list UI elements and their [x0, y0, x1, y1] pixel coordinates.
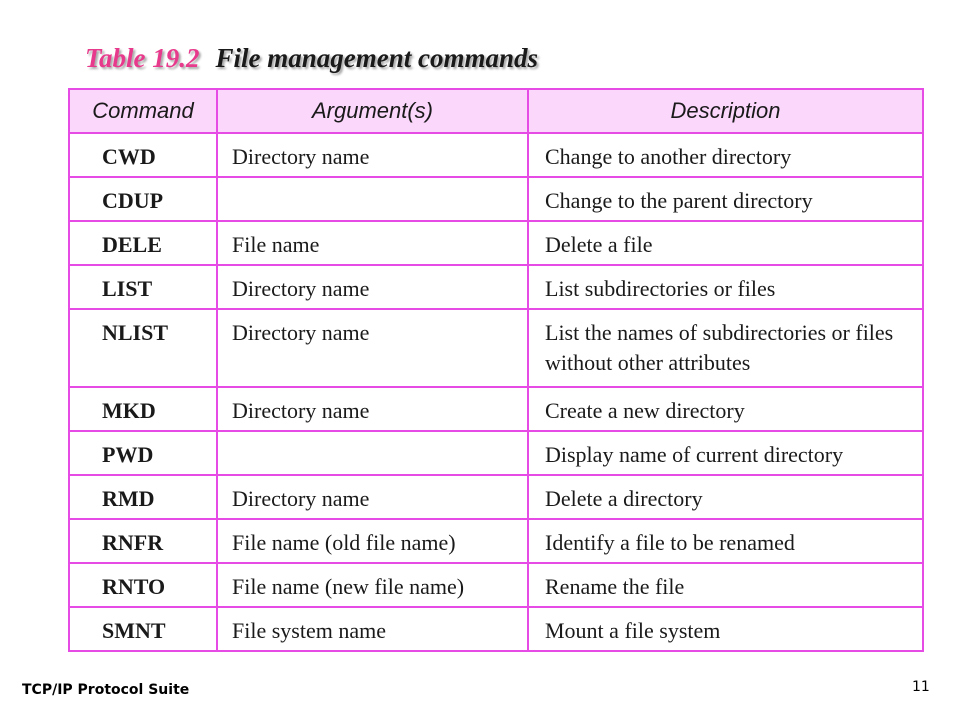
table-caption — [85, 40, 538, 76]
table-header-row — [69, 89, 923, 133]
arguments-cell: Directory name — [217, 387, 528, 431]
table-number: Table 19.2 — [85, 43, 200, 73]
command-cell: SMNT — [69, 607, 217, 651]
arguments-cell: Directory name — [217, 309, 528, 387]
arguments-cell: File system name — [217, 607, 528, 651]
command-cell: RNTO — [69, 563, 217, 607]
command-cell: RMD — [69, 475, 217, 519]
command-cell: RNFR — [69, 519, 217, 563]
description-cell: Delete a directory — [528, 475, 923, 519]
description-cell: Display name of current directory — [528, 431, 923, 475]
arguments-cell: File name (new file name) — [217, 563, 528, 607]
table-row — [69, 265, 923, 309]
description-cell: List the names of subdirectories or files without other attributes — [528, 309, 923, 387]
table-row — [69, 519, 923, 563]
command-cell: NLIST — [69, 309, 217, 387]
description-cell: Mount a file system — [528, 607, 923, 651]
table-row — [69, 177, 923, 221]
arguments-cell: Directory name — [217, 265, 528, 309]
command-cell: DELE — [69, 221, 217, 265]
arguments-cell: Directory name — [217, 475, 528, 519]
description-cell: Change to the parent directory — [528, 177, 923, 221]
arguments-cell — [217, 431, 528, 475]
page-number: 11 — [912, 679, 930, 695]
table-row — [69, 221, 923, 265]
arguments-cell: Directory name — [217, 133, 528, 177]
arguments-cell — [217, 177, 528, 221]
description-cell: Delete a file — [528, 221, 923, 265]
table-row — [69, 607, 923, 651]
table-row — [69, 563, 923, 607]
description-cell: List subdirectories or files — [528, 265, 923, 309]
table-row — [69, 387, 923, 431]
command-cell: LIST — [69, 265, 217, 309]
command-cell: MKD — [69, 387, 217, 431]
description-cell: Rename the file — [528, 563, 923, 607]
table-title: File management commands — [215, 43, 539, 73]
description-cell: Change to another directory — [528, 133, 923, 177]
table-row — [69, 431, 923, 475]
arguments-cell: File name (old file name) — [217, 519, 528, 563]
arguments-cell: File name — [217, 221, 528, 265]
description-cell: Identify a file to be renamed — [528, 519, 923, 563]
column-header-command: Command — [69, 89, 217, 133]
command-cell: PWD — [69, 431, 217, 475]
table-row — [69, 309, 923, 387]
description-cell: Create a new directory — [528, 387, 923, 431]
column-header-arguments: Argument(s) — [217, 89, 528, 133]
command-cell: CDUP — [69, 177, 217, 221]
footer-book-title: TCP/IP Protocol Suite — [22, 682, 190, 698]
column-header-description: Description — [528, 89, 923, 133]
table-row — [69, 133, 923, 177]
command-cell: CWD — [69, 133, 217, 177]
table-row — [69, 475, 923, 519]
file-commands-table — [68, 88, 924, 652]
